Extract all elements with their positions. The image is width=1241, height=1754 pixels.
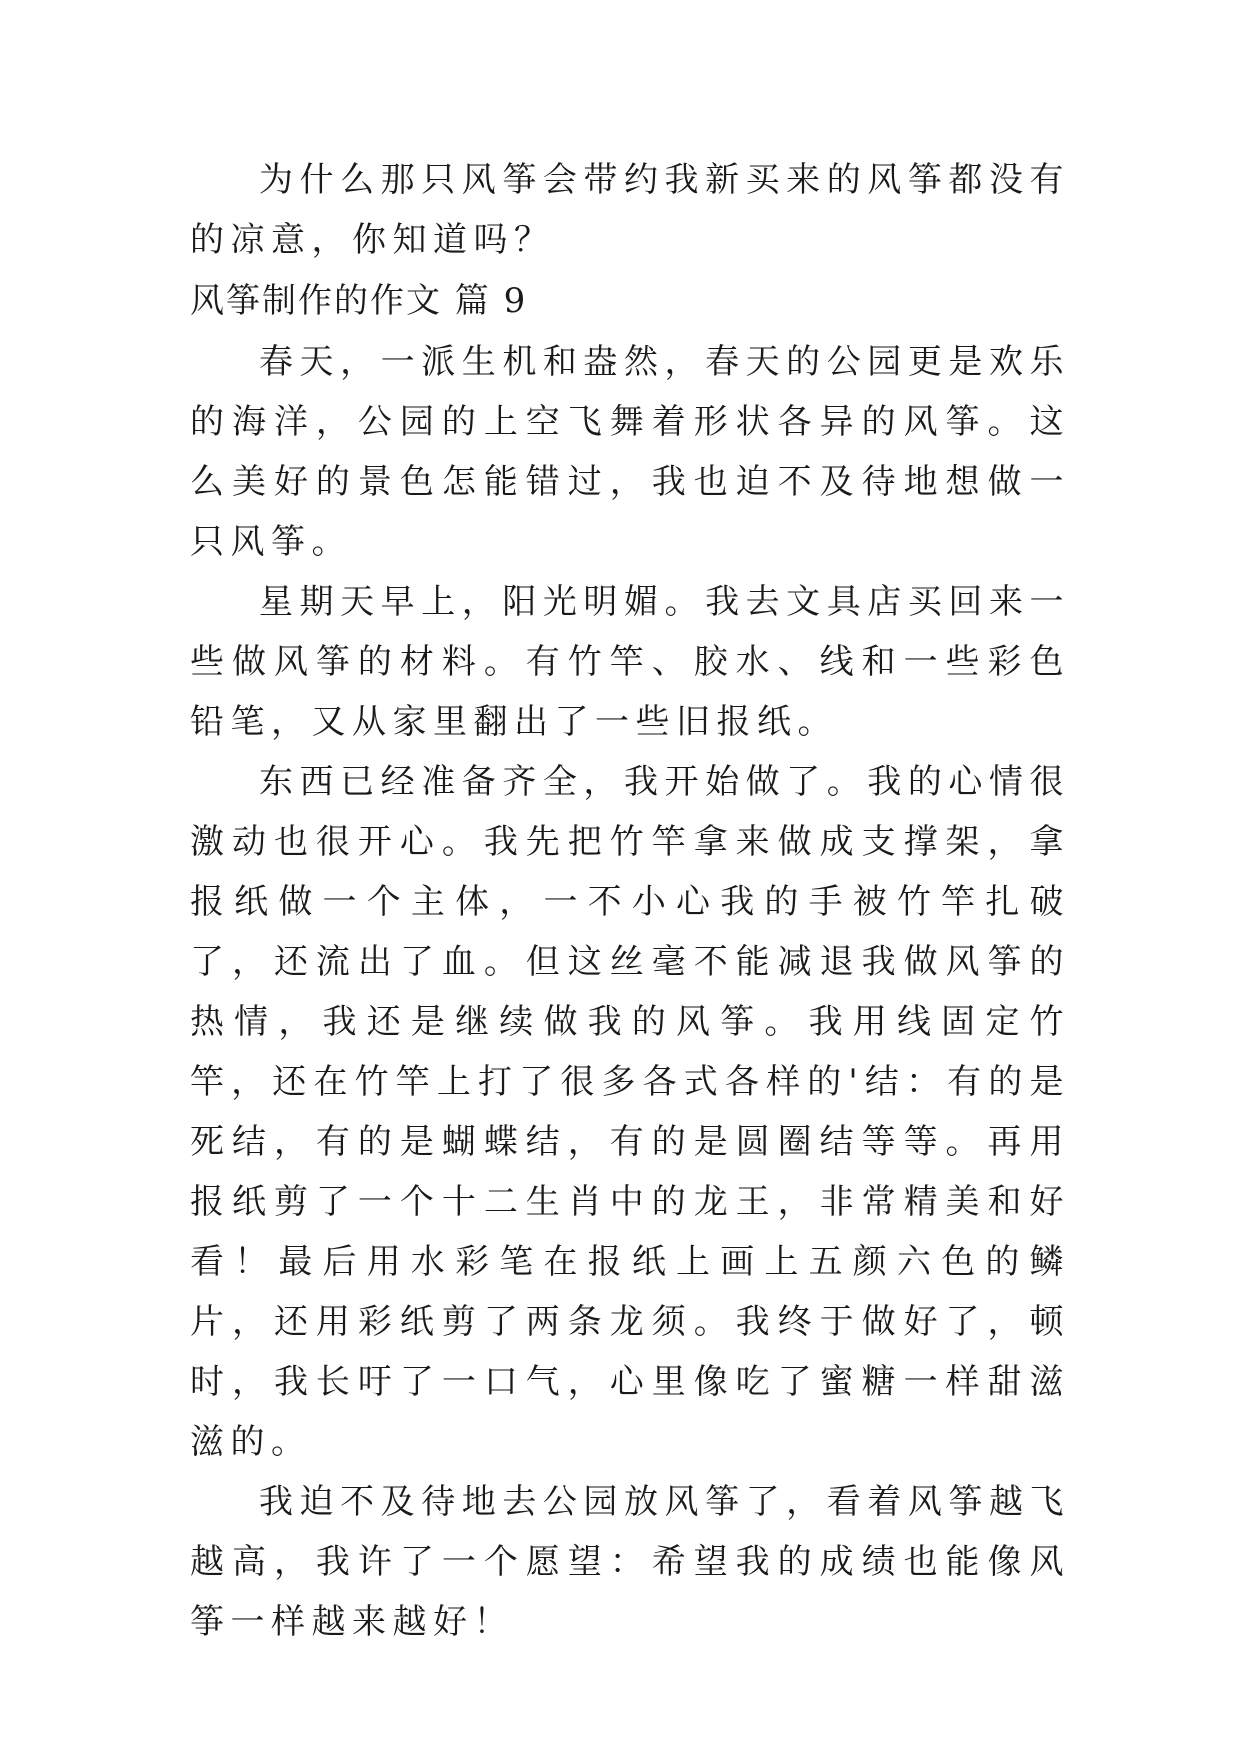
paragraph-4: 东西已经准备齐全，我开始做了。我的心情很激动也很开心。我先把竹竿拿来做成支撑架，拿报纸做一个主体，一不小心我的手被竹竿扎破了，还流出了血。但这丝毫不能减退我做风筝的热情，我还是继续做我的风筝。我用线固定竹竿，还在竹竿上打了很多各式各样的'结：有的是死结，有的是蝴蝶结，有的是圆圈结等等。再用报纸剪了一个十二生肖中的龙王，非常精美和好看！最后用水彩笔在报纸上画上五颜六色的鳞片，还用彩纸剪了两条龙须。我终于做好了，顿时，我长吁了一口气，心里像吃了蜜糖一样甜滋滋的。: [190, 762, 1070, 1462]
paragraph-5: 我迫不及待地去公园放风筝了，看着风筝越飞越高，我许了一个愿望：希望我的成绩也能像风筝一样越来越好！: [190, 1482, 1070, 1642]
paragraph-3: 星期天早上，阳光明媚。我去文具店买回来一些做风筝的材料。有竹竿、胶水、线和一些彩色铅笔，又从家里翻出了一些旧报纸。: [190, 582, 1070, 742]
paragraph-1: 为什么那只风筝会带约我新买来的风筝都没有的凉意，你知道吗？: [190, 160, 1070, 260]
essay-heading: 风筝制作的作文 篇 9: [190, 281, 528, 321]
paragraph-2: 春天，一派生机和盎然，春天的公园更是欢乐的海洋，公园的上空飞舞着形状各异的风筝。这么美好的景色怎能错过，我也迫不及待地想做一只风筝。: [190, 342, 1070, 562]
essay-body: [190, 150, 1070, 1652]
